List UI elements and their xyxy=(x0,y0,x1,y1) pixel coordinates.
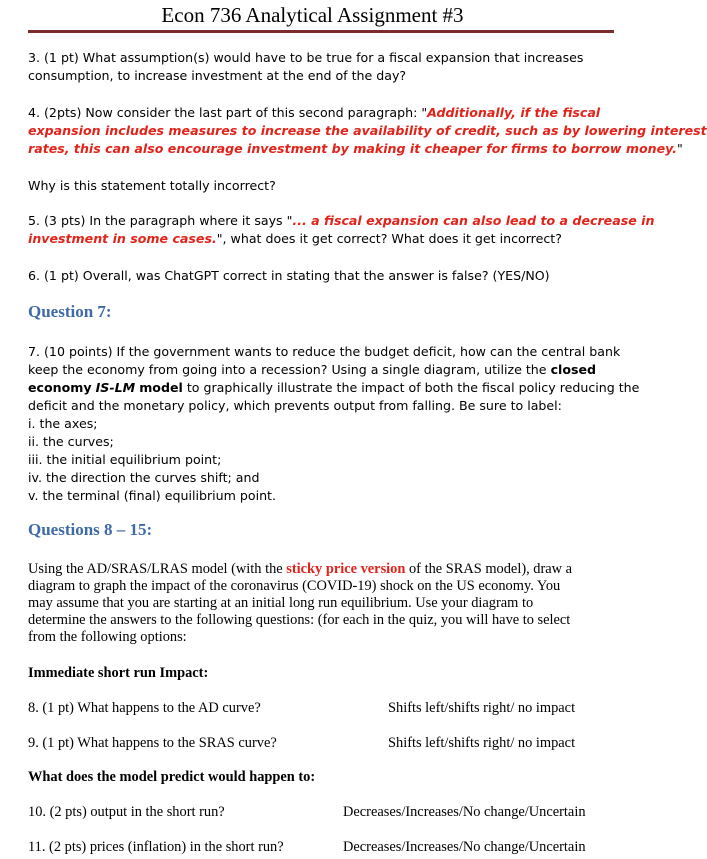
question-7-line-2-text: keep the economy from going into a recession? Using a single diagram, utilize the xyxy=(28,362,547,377)
question-7-closed: closed xyxy=(550,362,597,377)
ad-sras-intro xyxy=(28,561,618,646)
question-7-line-3 xyxy=(28,379,640,397)
intro-line-2: diagram to graph the impact of the coronavirus (COVID-19) shock on the US economy. You xyxy=(28,578,561,594)
page-title: Econ 736 Analytical Assignment #3 xyxy=(161,3,464,27)
question-4-quote-part-2: expansion includes measures to increase the availability of credit, such as by lowering interest xyxy=(28,123,707,138)
question-9-text: 9. (1 pt) What happens to the SRAS curve? xyxy=(28,735,277,751)
model-predict-heading: What does the model predict would happen to: xyxy=(28,769,316,785)
question-6: 6. (1 pt) Overall, was ChatGPT correct in stating that the answer is false? (YES/NO) xyxy=(28,268,550,283)
question-10-options: Decreases/Increases/No change/Uncertain xyxy=(343,804,586,820)
question-7-line-1: 7. (10 points) If the government wants to reduce the budget deficit, how can the central bank xyxy=(28,344,621,359)
intro-line-5: from the following options: xyxy=(28,629,187,645)
question-4-line-2 xyxy=(28,122,707,140)
question-7-line-2 xyxy=(28,361,618,379)
intro-line-1 xyxy=(28,561,618,578)
question-7-item-5: v. the terminal (final) equilibrium point. xyxy=(28,488,276,503)
question-5-line-2 xyxy=(28,230,618,248)
question-7-item-3: iii. the initial equilibrium point; xyxy=(28,452,222,467)
question-7 xyxy=(28,343,640,505)
question-7-item-4: iv. the direction the curves shift; and xyxy=(28,470,260,485)
question-4-quote-part-1: Additionally, if the fiscal xyxy=(427,105,601,120)
question-3-line-2: consumption, to increase investment at the end of the day? xyxy=(28,68,407,83)
intro-line-3: may assume that you are starting at an initial long run equilibrium. Use your diagram to xyxy=(28,595,534,611)
question-5-line-1 xyxy=(28,212,655,230)
question-10-text: 10. (2 pts) output in the short run? xyxy=(28,804,225,820)
question-4-followup: Why is this statement totally incorrect? xyxy=(28,178,276,193)
title-rule xyxy=(28,30,614,33)
intro-line-4: determine the answers to the following questions: (for each in the quiz, you will have to select xyxy=(28,612,571,628)
question-7-item-2: ii. the curves; xyxy=(28,434,114,449)
question-5-suffix: ", what does it get correct? What does it get incorrect? xyxy=(216,231,562,246)
question-4-line-3 xyxy=(28,140,683,158)
question-5 xyxy=(28,212,655,248)
immediate-impact-heading: Immediate short run Impact: xyxy=(28,665,209,681)
question-4-prefix: 4. (2pts) Now consider the last part of this second paragraph: " xyxy=(28,105,428,120)
question-7-item-1: i. the axes; xyxy=(28,416,98,431)
question-4-line-1 xyxy=(28,104,618,122)
question-7-line-4: deficit and the monetary policy, which prevents output from falling. Be sure to label: xyxy=(28,398,562,413)
question-4-quote-part-3: rates, this can also encourage investment by making it cheaper for firms to borrow money. xyxy=(28,141,678,156)
sticky-price-version: sticky price version xyxy=(286,561,406,577)
question-5-quote-part-2: investment in some cases. xyxy=(28,231,217,246)
intro-line-1-a: Using the AD/SRAS/LRAS model (with the xyxy=(28,561,283,577)
question-7-heading: Question 7: xyxy=(28,302,112,321)
question-7-model: model xyxy=(139,380,183,395)
question-11-text: 11. (2 pts) prices (inflation) in the short run? xyxy=(28,839,284,855)
question-4-suffix: " xyxy=(677,141,683,156)
questions-8-15-heading: Questions 8 – 15: xyxy=(28,520,153,539)
question-9-options: Shifts left/shifts right/ no impact xyxy=(388,735,576,751)
question-7-economy: economy xyxy=(28,380,92,395)
question-5-quote-part-1: ... a fiscal expansion can also lead to a decrease in xyxy=(292,213,655,228)
question-4 xyxy=(28,104,707,158)
question-7-islm: IS-LM xyxy=(95,380,136,395)
intro-line-1-b: of the SRAS model), draw a xyxy=(408,561,573,577)
question-7-line-3-text: to graphically illustrate the impact of both the fiscal policy reducing the xyxy=(186,380,640,395)
question-3-line-1: 3. (1 pt) What assumption(s) would have to be true for a fiscal expansion that increases xyxy=(28,50,584,65)
question-8-options: Shifts left/shifts right/ no impact xyxy=(388,700,576,716)
question-3 xyxy=(28,49,618,85)
question-5-prefix: 5. (3 pts) In the paragraph where it says " xyxy=(28,213,293,228)
question-8-text: 8. (1 pt) What happens to the AD curve? xyxy=(28,700,261,716)
question-11-options: Decreases/Increases/No change/Uncertain xyxy=(343,839,586,855)
